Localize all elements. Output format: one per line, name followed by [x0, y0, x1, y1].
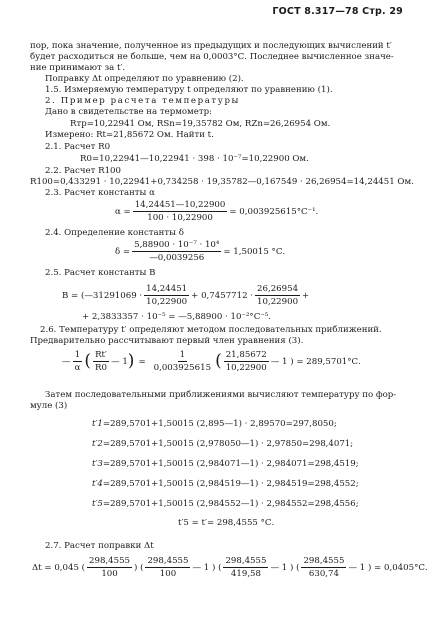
formula-line: R100=0,433291 · 10,22941+0,734258 · 19,35782—0,167549 · 26,26954=14,24451 Ом. [30, 177, 414, 187]
text-line: 1.5. Измеряемую температуру t определяют по уравнению (1). [45, 85, 333, 95]
equation-B-line2: + 2,3833357 · 10⁻⁵ = —5,88900 · 10⁻²°С⁻⁵. [82, 312, 272, 322]
equation-delta: δ = $\frac{\text{5,88900 · 10⁻⁷ · 10⁴}}{—0,0039256}$ = 1,50015 °С. [115, 240, 286, 263]
iteration-line: t′3=289,5701+1,50015 (2,984071—1) · 2,984071=298,4519; [92, 459, 359, 469]
text-line: 2.6. Температуру t′ определяют методом последовательных приближений. [40, 325, 382, 335]
iteration-line: t′5=289,5701+1,50015 (2,984552—1) · 2,984552=298,4556; [92, 499, 359, 509]
text-line: ние принимают за t′. [30, 63, 126, 73]
equation-B-line1: B = (—31291069 · $\frac{14,24451}{10,22900}$ + 0,7457712 · $\frac{26,26954}{10,22900}$ + [62, 284, 310, 307]
equation-first-term: — $\frac{1}{\alpha}$ ( $\frac{Rt'}{R0}$ — 1 ) = $\frac{1}{0,003925615}$ ( $\frac{21,85672}{10,22900}$ — 1 ) = 289,5701°С. [62, 350, 361, 373]
subsection-heading: 2.7. Расчет поправки Δt [45, 541, 154, 551]
formula-line: Rтр=10,22941 Ом, RSn=19,35782 Ом, RZn=26,26954 Ом. [70, 119, 331, 129]
text-line: Дано в свидетельстве на термометр: [45, 107, 212, 117]
section-heading: 2. Пример расчета температуры [45, 96, 240, 106]
text-line: Поправку Δt определяют по уравнению (2). [45, 74, 244, 84]
subsection-heading: 2.3. Расчет константы α [45, 188, 155, 198]
subsection-heading: 2.2. Расчет R100 [45, 166, 121, 176]
subsection-heading: 2.4. Определение константы δ [45, 228, 184, 238]
page-header: ГОСТ 8.317—78 Стр. 29 [272, 6, 403, 17]
equation-delta-t: Δt = 0,045 ( $\frac{298,4555}{100}$ ) ( $\frac{298,4555}{100}$ — 1 ) ( $\frac{298,4555}{419,58}$ — 1 ) ( $\frac{298,4555}{630,74}$ — 1 ) = 0,0405°С. [32, 556, 428, 579]
text-line: Измерено: Rt=21,85672 Ом. Найти t. [45, 130, 214, 140]
text-line: Предварительно рассчитывают первый член уравнения (3). [30, 336, 304, 346]
formula-line: R0=10,22941—10,22941 · 398 · 10⁻⁷=10,22900 Ом. [80, 154, 309, 164]
iteration-result: t′5 = t′= 298,4555 °С. [178, 518, 275, 528]
text-line: пор, пока значение, полученное из предыдущих и последующих вычислений t′ [30, 41, 392, 51]
subsection-heading: 2.1. Расчет R0 [45, 142, 111, 152]
iteration-line: t′1=289,5701+1,50015 (2,895—1) · 2,89570=297,8050; [92, 419, 337, 429]
text-line: будет расходиться не больше, чем на 0,0003°С. Последнее вычисленное значе- [30, 52, 394, 62]
text-line: Затем последовательными приближениями вычисляют температуру по фор- [45, 390, 397, 400]
iteration-line: t′2=289,5701+1,50015 (2,978050—1) · 2,97850=298,4071; [92, 439, 354, 449]
iteration-line: t′4=289,5701+1,50015 (2,984519—1) · 2,984519=298,4552; [92, 479, 359, 489]
subsection-heading: 2.5. Расчет константы B [45, 268, 156, 278]
equation-alpha: α = $\frac{14,24451—10,22900}{100 \cdot 10,22900}$ = 0,003925615°С⁻¹. [115, 200, 319, 223]
text-line: муле (3) [30, 401, 68, 411]
